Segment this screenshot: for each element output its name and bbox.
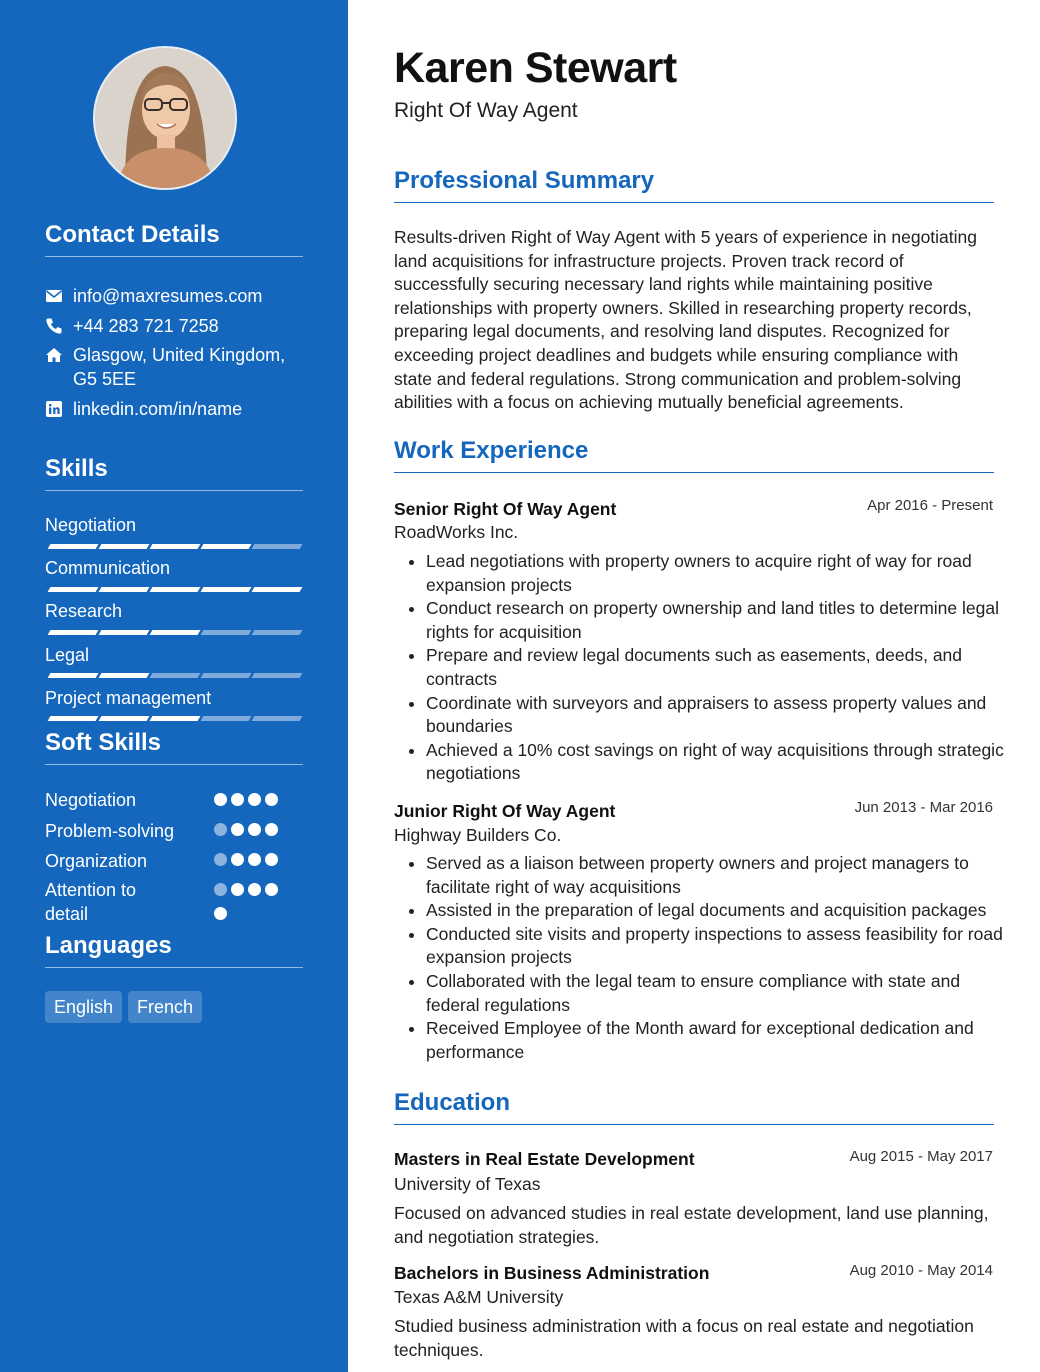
degree-description: Studied business administration with a focus on real estate and negotiation techniques.: [394, 1316, 974, 1360]
degree-title: Masters in Real Estate Development: [394, 1149, 695, 1169]
skill-level-segment: [99, 587, 150, 592]
skill-level-segment: [48, 544, 99, 549]
skill-level-segment: [150, 587, 201, 592]
job-bullet: • Served as a liaison between property owners and project managers to facilitate right of way acquisitions: [426, 852, 1004, 899]
degree-dates: Aug 2015 - May 2017: [849, 1148, 993, 1165]
skill-level-segment: [150, 630, 201, 635]
skill-label: Communication: [45, 558, 171, 578]
skill-level-segment: [48, 716, 99, 721]
candidate-name: Karen Stewart: [394, 44, 677, 92]
contact-email[interactable]: [45, 284, 295, 308]
home-icon: [45, 346, 63, 364]
contact-linkedin[interactable]: [45, 397, 295, 421]
skill-level-segment: [252, 673, 303, 678]
rating-dot: [214, 853, 227, 866]
languages-heading: Languages: [45, 931, 303, 968]
skill-label: Legal: [45, 645, 90, 665]
summary-text: Results-driven Right of Way Agent with 5 years of experience in negotiating land acquisitions for infrastructure projects. Proven track record of successfully securing necessary land rights while maintaining positive relationships with property owners. Skilled in researching property records, preparing legal documents, and resolving land disputes. Recognized for exceeding project deadlines and budgets while ensuring compliance with state and federal regulations. Strong communication and problem-solving abilities with a focus on achieving mutually beneficial agreements.: [394, 227, 977, 413]
skill-label: Research: [45, 601, 123, 621]
soft-skill-label: Problem-solving: [45, 821, 175, 841]
contact-phone[interactable]: [45, 314, 295, 338]
contact-email-text: info@maxresumes.com: [73, 286, 263, 306]
skill-level-segment: [201, 716, 252, 721]
skill-level-segment: [150, 716, 201, 721]
job-bullet: • Prepare and review legal documents such as easements, deeds, and contracts: [426, 644, 1004, 691]
soft-skill-label: Organization: [45, 851, 148, 871]
contact-linkedin-text: linkedin.com/in/name: [73, 399, 243, 419]
skill-level-segment: [99, 544, 150, 549]
language-chip-english: English: [45, 991, 122, 1023]
contact-phone-text: +44 283 721 7258: [73, 316, 219, 336]
job-bullet: • Lead negotiations with property owners to acquire right of way for road expansion projects: [426, 550, 1004, 597]
rating-dot: [265, 883, 278, 896]
skill-level-segment: [99, 673, 150, 678]
job-bullet: • Conduct research on property ownership and land titles to determine legal rights for acquisition: [426, 597, 1004, 644]
rating-dot: [214, 823, 227, 836]
job-bullets: [394, 852, 1004, 1064]
degree-description: Focused on advanced studies in real estate development, land use planning, and negotiation strategies.: [394, 1203, 989, 1247]
job-title: Senior Right Of Way Agent: [394, 499, 617, 519]
rating-dot: [231, 793, 244, 806]
skill-level-segment: [252, 630, 303, 635]
degree-title: Bachelors in Business Administration: [394, 1263, 710, 1283]
job-bullet: • Coordinate with surveyors and appraisers to assess property values and boundaries: [426, 692, 1004, 739]
rating-dot: [265, 793, 278, 806]
avatar: [93, 46, 237, 190]
skill-level-segment: [252, 716, 303, 721]
profile-photo: [95, 48, 235, 188]
skill-bar: [45, 587, 303, 592]
rating-dot: [248, 883, 261, 896]
rating-dot: [231, 883, 244, 896]
degree-dates: Aug 2010 - May 2014: [849, 1262, 993, 1279]
skill-level-segment: [201, 673, 252, 678]
skill-level-segment: [150, 673, 201, 678]
skill-label: Project management: [45, 688, 212, 708]
job-bullet: • Conducted site visits and property inspections to assess feasibility for road expansion projects: [426, 923, 1004, 970]
job-bullet: • Collaborated with the legal team to ensure compliance with state and federal regulations: [426, 970, 1004, 1017]
candidate-title: Right Of Way Agent: [394, 99, 578, 122]
linkedin-icon: [45, 400, 63, 418]
experience-heading: Work Experience: [394, 436, 994, 473]
school-name: University of Texas: [394, 1174, 541, 1194]
skill-bar: [45, 716, 303, 721]
job-title: Junior Right Of Way Agent: [394, 801, 616, 821]
soft-skill-label: Negotiation: [45, 790, 137, 810]
school-name: Texas A&M University: [394, 1287, 564, 1307]
skill-bar: [45, 544, 303, 549]
language-chip-french: French: [128, 991, 202, 1023]
phone-icon: [45, 317, 63, 335]
job-dates: Apr 2016 - Present: [867, 497, 993, 514]
summary-heading: Professional Summary: [394, 166, 994, 203]
rating-dot: [265, 853, 278, 866]
envelope-icon: [45, 287, 63, 305]
skill-level-segment: [150, 544, 201, 549]
job-company: Highway Builders Co.: [394, 825, 562, 845]
skill-level-segment: [201, 587, 252, 592]
education-heading: Education: [394, 1088, 994, 1125]
rating-dot: [231, 853, 244, 866]
skill-level-segment: [48, 587, 99, 592]
job-bullets: [394, 550, 1004, 786]
skills-heading: Skills: [45, 454, 303, 491]
skill-level-segment: [201, 544, 252, 549]
skill-level-segment: [99, 630, 150, 635]
rating-dot: [214, 793, 227, 806]
rating-dot: [248, 793, 261, 806]
rating-dot: [231, 823, 244, 836]
job-dates: Jun 2013 - Mar 2016: [854, 799, 993, 816]
skill-level-segment: [48, 630, 99, 635]
soft-skills-heading: Soft Skills: [45, 728, 303, 765]
rating-dot: [248, 853, 261, 866]
skill-level-segment: [99, 716, 150, 721]
skill-level-segment: [252, 544, 303, 549]
rating-dot: [265, 823, 278, 836]
skill-bar: [45, 630, 303, 635]
contact-heading: Contact Details: [45, 220, 303, 257]
rating-dot: [214, 883, 227, 896]
job-bullet: • Assisted in the preparation of legal documents and acquisition packages: [426, 899, 1004, 923]
contact-address: [45, 343, 295, 391]
job-bullet: • Achieved a 10% cost savings on right of way acquisitions through strategic negotiations: [426, 739, 1004, 786]
skill-level-segment: [252, 587, 303, 592]
contact-address-text: Glasgow, United Kingdom, G5 5EE: [73, 345, 286, 389]
sidebar: [0, 0, 348, 1372]
job-bullet: • Received Employee of the Month award for exceptional dedication and performance: [426, 1017, 1004, 1064]
rating-dot: [248, 823, 261, 836]
soft-skill-label: Attention to detail: [45, 880, 137, 924]
job-company: RoadWorks Inc.: [394, 522, 519, 542]
skill-level-segment: [48, 673, 99, 678]
skill-level-segment: [201, 630, 252, 635]
skill-label: Negotiation: [45, 515, 137, 535]
skill-bar: [45, 673, 303, 678]
rating-dot: [214, 907, 227, 920]
